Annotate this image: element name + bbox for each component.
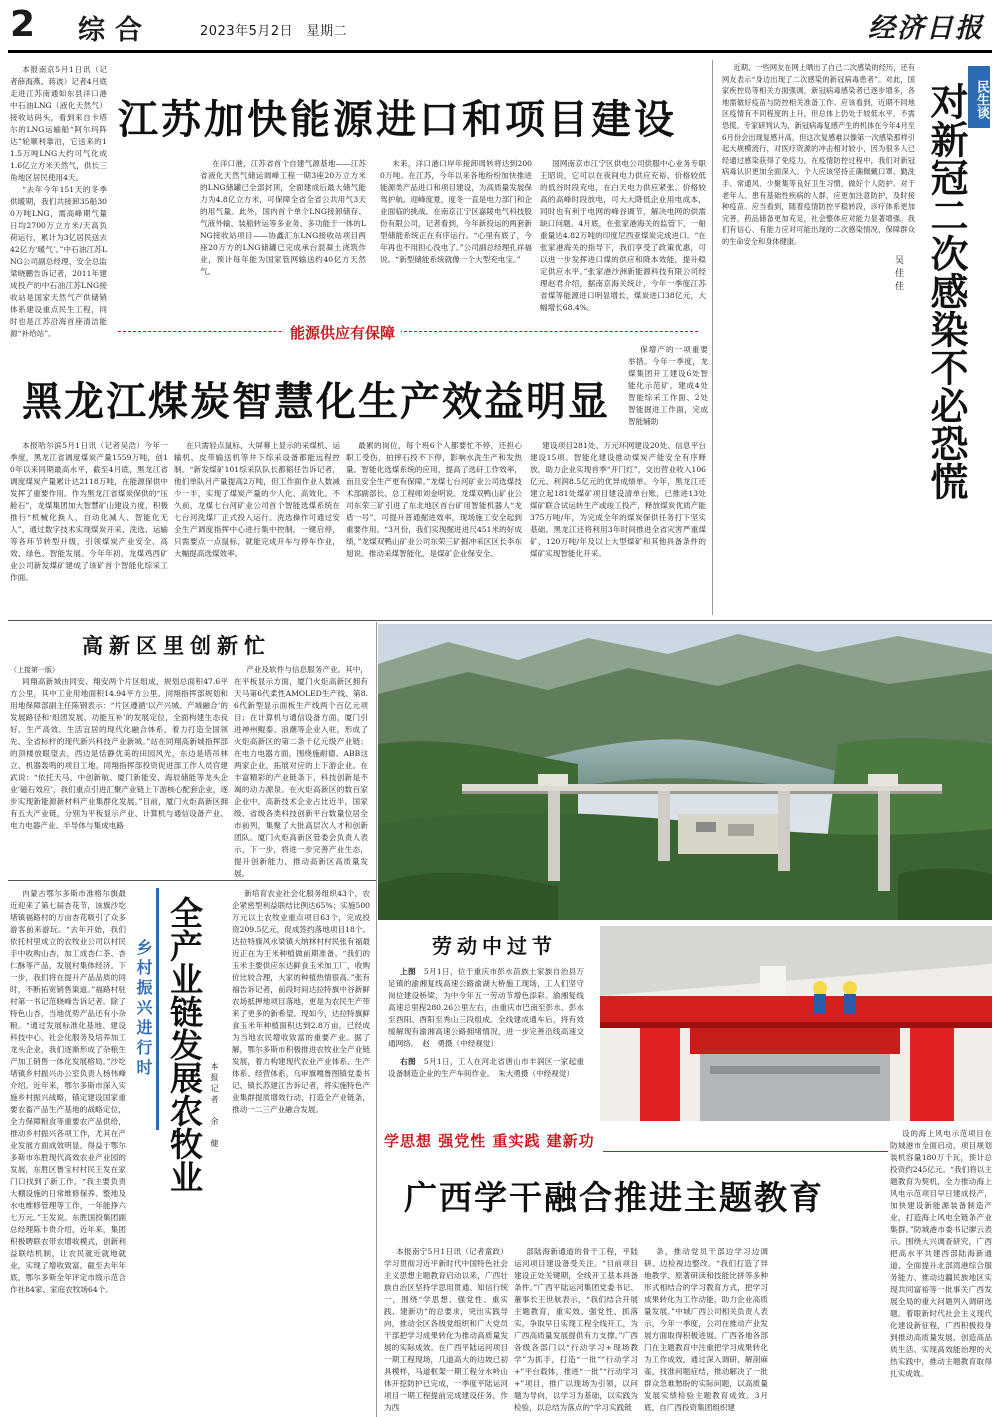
gaoxin-headline: 高新区里创新忙 [82,634,271,658]
guangxi-col2: 部陆海新通道的骨干工程，平陆运河项目建设备受关注。“目前项目建设正处关键期，全线开工基本具备条件。”广西平陆运河集团党委书记、董事长王世航表示，“我们结合开展主题教育，重实效、强党性、抓落实，争取早日实现工程全线开工，为广西高质量发展提供有力支撑。”广西各级各部门以“行动学习+现场教学”为抓手，打造“一批”“行动学习+”平台载体，推进“一批”“行动学习+”项目，推广以现场为引领，以问题为导向，以学习为基础，以实践为检验，以总结为落点的“学习实践链 [514,1247,638,1412]
gaoxin-divider [8,880,376,881]
factory-photo [600,926,992,1121]
page-number: 2 [10,4,36,45]
labor-headline: 劳动中过节 [432,934,557,958]
banner-line [118,331,698,332]
top-photo-credit: 赵 勇摄（中经视觉） [422,1039,499,1048]
guangxi-col4: 设的海上风电示范项目在防城港市全面启动，项目规划装机容量180万千瓦，预计总投资约245亿元。“我们将以主题教育为契机，全力推动海上风电示范项目早日建成投产，加快建设新能源装备制造产业，打造海上风电全链条产业集群。”防城港市委书记廖云表示。围绕大兴调查研究，广西把高水平共建西部陆海新通道、全面提升北部湾港综合服务能力、推动边疆民族地区实现共同富裕等一批事关广西发展全局的重大问题列入调研选题。着眼新时代社会主义现代化建设新征程，广西积极投身到推动高质量发展、创造高品质生活、实现高效能治理的火热实践中，推动主题教育取得扎实成效。 [890,1129,992,1378]
rural-byline: 本报记者 余 健 [210,1062,219,1150]
rural-col1: 内蒙古鄂尔多斯市准格尔旗最近迎来了第七届杏花节，该旗沙圪堵镇福路村的万亩杏花吸引了众多游客前来游玩。“去年开始，我们依托村里成立的农牧业公司以村民手中收购山杏，加工成杏仁茶、杏仁酥等产品，发展村集体经济。下一步，我们将在提升产品品质的同时，不断拓宽销售渠道。”福路村驻村第一书记范晓峰告诉记者。除了特色山杏，当地优势产品还有小杂粮。“通过发展标准化基地、建设科技中心、社会化服务及培养加工龙头企业，我们逐渐形成了杂粮生产加工销售一体化发展格局。”沙圪堵镇乡村振兴办公室负责人杨伟峰介绍。近年来，鄂尔多斯市深入实施乡村振兴战略，锚定建设国家重要农畜产品生产基地的战略定位，全力保障粮食等重要农产品供给，推动乡村振兴各项工作，尤其在产业发展方面成效明显。得益于鄂尔多斯市东胜现代高效农业产业园的发展，东胜区鲁宝村村民王发在家门口找到了新工作。“我主要负责大棚设施的日常维修保养、整地及水电维修管理等工作，一年能挣六七万元。”王发说。东胜国投集团副总经理陈卡贵介绍，近年来，集团积极聘联农带农增收模式，创新利益联结机制，让农民就近就地就业，实现了增收致富。截至去年年底，鄂尔多斯全年评定市级示范合作社84家、家庭农牧场64个。 [10,889,126,1294]
rural-tag: 乡村振兴进行时 [134,939,153,1079]
jiangsu-col2: 在洋口港，江苏省首个自建气源基地——江苏省液化天然气储运调峰工程一期3座20万立方米的LNG储罐已全部封顶，全面建成后最大储气能力为4.8亿立方米，可保障全省全省公共用气3天的用气量。此外，国内首个单个LNG接卸储存、气液外输、装船转运等多业务、多功能于一体的LNG接收站项目——协鑫汇东LNG接收站项目两座20万方的LNG储罐已完成承台混凝土浇筑作业，预计每年能为国家管网输送约40亿方天然气。 [200,159,366,276]
right-photo-credit: 朱大勇摄（中经视觉） [498,1069,575,1078]
factory-photo-illustration [600,926,992,1121]
labor-top-caption: 上图 5月1日，位于重庆市彭水苗族土家族自治县万足镇的渝湘复线高速公路渝湖大桥施工现场，工人们坚守岗位建设桥梁，为中今年五一劳动节增色添彩。渝湘复线高速总里程280.26公里左右，由重庆市巴南至彭水、彭水至酉阳、酉阳至秀山三段组成。全线建成通车后，将有效缓解现有渝湘高速公路拥堵情况，进一步完善沿线高速交通网络。 赵 勇摄（中经视觉） 右图 5月1日，工人在河北省唐山市丰润区一家起重设备制造企业的生产车间作业。 朱大勇摄（中经视觉） [388,967,584,1078]
guangxi-headline: 广西学干融合推进主题教育 [404,1178,824,1217]
rural-tag-bar [156,888,159,1130]
right-caption-label: 右图 [400,1057,416,1066]
slogan: 学思想 强党性 重实践 建新功 [384,1130,603,1152]
column-divider [712,60,713,615]
heilongjiang-headline: 黑龙江煤炭智慧化生产效益明显 [22,379,610,425]
heilongjiang-col1: 本报哈尔滨5月1日讯（记者吴浩）今年一季度，黑龙江省调度煤炭产量1559万吨，创10年以来同期最高水平，截至4月底，黑龙江省调度煤炭产量累计达2118万吨，在能源保供中发挥了重要作用。作为黑龙江省煤炭保供的“压舱石”，龙煤集团加大智慧矿山建设力度，积极推行“机械化换人、自动化减人、智能化无人”，通过数字技术实现煤炭开采、洗选、运输等各环节转型升级，引领煤炭产业安全、高效、绿色、智能发展。今年年初，龙煤鸡西矿业公司新发煤矿建成了该矿首个智能化综采工作面。 [10,441,168,582]
masthead-rule [8,50,992,53]
gaoxin-col2: 产业及软件与信息服务产业。其中，在平板显示方面，厦门火炬高新区拥有天马第6代柔性AMOLED生产线、第8.6代新型显示面板生产线两个百亿元项目；在计算机与通信设备方面，厦门引进神州鲲泰、浪潮等企业入驻，形成了火炬高新区的第二条千亿元级产业链；在电力电器方面，围绕施耐德、ABB这两家企业，拓展对应的上下游企业。在丰富精彩的产业链条下，科技创新是不竭的动力源泉。在火炬高新区的数百家企业中，高新技术企业占比近半，国家级、省级各类科技创新平台数量位居全市前列，集聚了大批高层次人才和创新团队。厦门火炬高新区管委会负责人表示，下一步，将进一步完善产业生态，提升创新能力，推动高新区高质量发展。 [234,665,368,878]
jiangsu-lead: 本报南京5月1日讯（记者薛海燕、蒋波）记者4月底走进江苏南通如东县洋口港中石油LNG（液化天然气）接收站码头，看到来自卡塔尔的LNG运输船“阿尔玛阵达”轮顺利靠泊，它送来的11.5万吨LNG大约可气化成1.6亿立方米天然气，供长三角地区居民使用4天。 “去年今年151天的冬季供暖期，我们共接卸35船300万吨LNG，需高峰期气量日均2700万立方米/天高负荷运行，累计为3亿居民送去42亿方‘暖气’。”中石油江苏LNG公司副总经理、安全总监梁晓鹏告诉记者，2011年建成投产的中石油江苏LNG接收站是国家天然气产供储销体系建设重点民生工程，同时也是江苏沿海首座清洁能源“补给站”。 [10,65,107,338]
heilongjiang-col2: 在只需轻点鼠标，大屏幕上显示的采煤机、运输机、皮带输送机等井下综采设备都能远程控制。“新发煤矿101综采队队长都韬任告诉记者，他们单队月产量提高2万吨，但工作面作业人数减少一半，实现了煤炭产量的少人化、高效化。不久前，龙煤七台河矿业公司首个智能选煤系统在七台河洗煤厂正式投入运行。洗选操作可通过安全生产调度指挥中心进行集中控制，一键启停，只需要点一点鼠标，就能完成开车与停车作业，大幅提高选煤效率。 [174,441,340,558]
guangxi-col1: 本报南宁5月1日讯（记者童政）学习贯彻习近平新时代中国特色社会主义思想主题教育启动以来，广西壮族自治区坚持学思用贯通、知信行统一，围绕“学思想、强党性、重实践、建新功”的总要求，突出实践导向，推动全区各级党组织和广大党员干部把学习成果转化为推动高质量发展的实际成效。在广西平陆运河项目一期工程现场，几道高大的边坡已初具模样，马道框架一期工程分水岭山体开挖防护已完成，一季度平陆运河项目一期工程提前完成建设任务，作为西 [384,1247,508,1412]
section-divider [8,620,992,621]
lower-divider [376,622,377,1417]
rural-col2: 新培育农业社会化服务组织43个，农企紧密型利益联结比例达65%；实施500万元以上农牧业重点项目63个，完成投资209.5亿元，促成签约落地项目18个。达拉特旗风水梁镇大纳林村村民张有福最近正在为王米种植做前期准备。“我们的玉米主要供应东达鲜食玉米加工厂，收购价比较合理，大家的种植热情很高。”张有福告诉记者，前段时间达拉特旗中谷新鲜农场抵押地项目落地，更是为农民生产带来了更多的新希望。现如今，达拉特旗鲜食玉米年种植面积达到2.8万亩，已经成为当地农民增收致富的重要产业。据了解，鄂尔多斯市积极推进农牧业全产业链发展，着力构建现代农业产业体系、生产体系、经营体系。乌审旗嘎鲁图镇党委书记、镇长苏建江告诉记者，将实施特色产业集群提质增效行动，打造全产业链条，推动一二三产业融合发展。 [232,889,370,1114]
top-caption-label: 上图 [400,967,416,976]
gaoxin-continued: （上接第一版） [10,666,59,674]
rural-headline: 全产业链发展农牧业 [165,896,204,1193]
issue-date: 2023年5月2日 星期二 [200,24,348,39]
gaoxin-col1: （上接第一版） 同翔高新城由同安、翔安两个片区组成，规划总面积47.6平方公里，其中工业用地面积14.94平方公里。同翔指挥部规划和用地保障部副主任陈钢表示：“片区遵循‘以产兴城、产城融合’的发展路径和‘组团发展、功能互补’的发展定位，全面构建生态良好、生产高效、生活宜居的现代化融合体系，着力打造全国领先、全省标杆的现代新兴科技产业新城。”站在同翔高新城指挥部的顶楼放眼望去，西边是恬静优美的田园风光，东边是塔吊林立、机器轰鸣的项目工地。同翔指挥部投资促进部工作人员官建武说：“依托天马、中创新航、厦门新能安、海辰储能等龙头企业‘磁石效应’，我们重点引进汇聚产业链上下游核心配套企业，逐步实现新能源新材料产业集群化发展。”目前，厦门火炬高新区拥有五大产业链，分别为平板显示产业、计算机与通信设备产业、电力电器产业、半导体与集成电路 [10,666,228,830]
jiangsu-col3: 未来，洋口港口岸年接卸周转将达到2000万吨。在江苏，今年以来各地纷纷加快推进能源类产品进口和项目建设，为高质量发展保驾护航。迎峰度夏，度冬一直是电力部门和企业面临的挑战。在南京江宁区嘉陵电气科技股份有限公司，记者看到，今年新投运的两套新型储能系统正在有序运行。“心里有底了，今年再也不用担心没电了。”公司副总经理孔祥福说。“新型储能系统就像一个大型充电宝。” [380,159,532,264]
bridge-photo-illustration [378,624,992,920]
heilongjiang-col3: 最累的岗位，每个班6个人都要忙不停，还担心职工受伤，拍摔石投不下停，影响水洗生产和发热量。智能化选煤系统的应用，提高了选矸工作效率，而且安全生产更有保障。”龙煤七台河矿业公司选煤技术部副部长、总工程师刘金明说。龙煤双鸭山矿业公司东荣三矿引进了东北地区首台矿用智能机器人“龙盾一号”，可提升普通掘进效率，现场施工安全起到重要作用。“3月份，我们实现掘进进尺451米的好成绩，”龙煤双鸭山矿业公司东荣三矿掘冲采区区长李东旭说。推动采煤智能化，是煤矿企业保安全、 [346,441,522,558]
bridge-photo [378,624,992,920]
covid-author: 吴佳佳 [893,255,903,294]
guangxi-col3: 条，推动党员干部边学习边调研、边检视边整改。“我们打造了异地教学、原著研读和技能比拼等多种形式相结合的学习教育方式，把学习成果转化为工作动能，助力企业高质量发展。”中城广西公司相关负责人表示，今年一季度，公司在推动产业发展方面取得积极进展。广西各地各部门在主题教育中注重把学习成果转化为工作成效，通过深入调研、解剖麻雀，找准问题症结，推动解决了一批群众急难愁盼的实际问题，以高质量发展实绩检验主题教育成效。3月底，自广西投资集团组织建 [644,1247,768,1412]
heilongjiang-col4: 建设项目281处、万元环网建设20处、信息平台建设15项。智能化建设推动煤炭产能安全有序释放，助力企业实现首季“开门红”，交出营业收入106亿元、利润8.5亿元的优异成绩单。今年，黑龙江还建立起181处煤矿项目建设清单台账，已推进13处煤矿联合试运转生产或竣工投产，释放煤炭优质产能375万吨/年，为完成全年的煤炭保供任务打下坚实基础。黑龙江还将利用3年时间推进全省灾害严重煤矿、120万吨/年及以上大型煤矿和其他具备条件的煤矿实现智能化开采。 [530,441,706,558]
section-name: 综合 [78,15,152,46]
newspaper-logo: 经济日报 [868,13,984,44]
jiangsu-headline: 江苏加快能源进口和项目建设 [118,97,677,143]
covid-headline: 对新冠二次感染不必恐慌 [924,82,968,500]
heilongjiang-col5: 保增产的一项重要举措。今年一季度，龙煤集团开工建设6处智能化示范矿，建成4处智能综采工作面、2处智能掘进工作面，完成智能辅助 [628,345,708,426]
jiangsu-col4: 国网南京市江宁区供电公司供服中心业务专职王昭说，它可以在夜间电力供应充裕、价格较低的低谷时段充电，在白天电力供应紧张、价格较高的高峰时段放电，可大大降低企业用电成本，同时也有利于电网的峰谷调节，解决电网的供需缺口问题。4月底，在张家港海关的监管下，一船重量达4.82万吨的印度尼西亚煤炭完成进口。“在张家港海关的指导下，我们享受了政策优惠，可以进一步发挥进口煤的供应和降本效能，提升稳定供应水平。”张家港沙洲新能源科技有限公司经理赵君介绍，据南京海关统计，今年一季度江苏省煤等能源进口明显增长，煤炭进口38亿元，大幅增长68.4%。 [540,159,706,312]
energy-banner: 能源供应有保障 [284,322,401,343]
covid-body: 近期，一些网友在网上晒出了自己二次感染的经历，还有网友表示“身边出现了二次感染的新冠病毒患者”。对此，国家疾控局等相关方面强调，新冠病毒感染者已逐步增多，各地需做好疫苗与防控相关准备工作。应该看到，近期不同地区疫情有不同程度的上升，但总体上仍处于较低水平，不需恐慌。专家研判认为，新冠病毒复感产生的机体在今年4月至6月份会出现复感升高，但这次复感难以像第一次感染那样引起大规模流行，对医疗资源的冲击相对较小，因为很多人已经通过感染获得了免疫力。在疫情防控过程中，我们对新冠病毒认识更加全面深入。个人应该坚持正确佩戴口罩、勤洗手、常通风、少聚集等良好卫生习惯，做好个人防护。对于老年人、患有基础性疾病的人群，应更加注意防护，及时接种疫苗。应当看到，随着疫情防控平稳转段，诊疗体系更加完善，药品储备更加充足，社会整体应对能力显著增强。我们有信心、有能力应对可能出现的二次感染情况，保障群众的生命安全和身体健康。 [722,63,915,246]
column-tag: 民生谈 [968,66,990,128]
